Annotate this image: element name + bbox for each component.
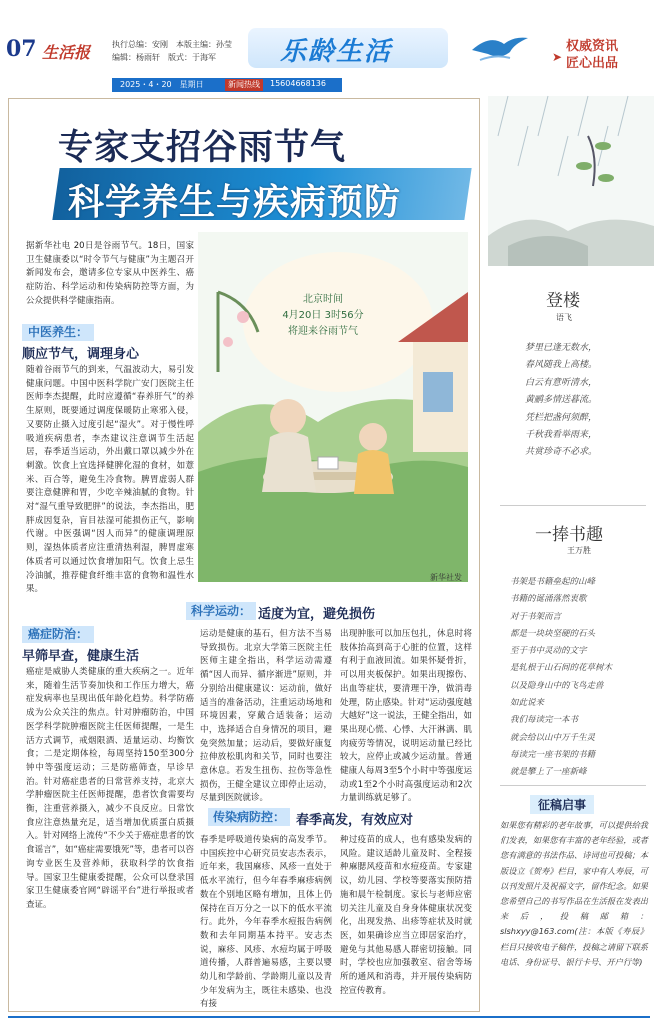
essay-line: 每读完一座书架的书籍	[510, 749, 596, 760]
essay-line: 如此说来	[510, 698, 545, 709]
slogan-line: 权威资讯	[566, 39, 619, 54]
essay-author: 王万胜	[567, 546, 591, 555]
article-intro: 据新华社电 20日是谷雨节气。18日，国家卫生健康委以“时令节气与健康”为主题召开新闻发布会，邀请多位专家从中医养生、癌症防治、科学运动和传染病防控等方面，为公众提供科学健康指南。	[26, 241, 194, 306]
essay-line: 以及隐身山中的飞鸟走兽	[510, 680, 604, 691]
caption-line: 将迎来谷雨节气	[288, 326, 358, 337]
poem-line: 共赏珍奇不必求。	[525, 447, 598, 458]
poem-line: 千秋我看举雨来，	[525, 430, 598, 441]
page-header	[0, 0, 657, 70]
section-text-sport-2: 出现肿胀可以加压包扎，休息时将肢体抬高到高于心脏的位置，这样有利于血液回流。如果怀疑骨折，可以用夹板保护。如果出现擦伤、出血等症状，要清理干净，做消毒处理，防止感染。针对“运动强度越大越好”这一说法，王健全指出，如果出现心慌、心悸、大汗淋漓、肌肉疲劳等情况，说明运动量已经比较大，应停止或减少运动量。普通健康人每周3至5个小时中等强度运动或1至2个小时高强度运动和2次力量训练就足够了。	[340, 629, 472, 804]
poem-author: 语飞	[556, 313, 572, 322]
page-number: 07	[6, 36, 37, 62]
poem-body	[525, 340, 597, 462]
section-text-infectious-2: 种过疫苗的成人，也有感染发病的风险。建议适龄儿童及时、全程接种麻腮风疫苗和水痘疫苗。专家建议，幼儿园、学校等要落实预防措施和晨午检制度。家长与老师应密切关注儿童及自身身体健康状况变化，出现发热、出疹等症状及时就医，如果确诊应当立即居家治疗，避免与其他易感人群密切接触。同时，学校也应加强教室、宿舍等场所的通风和消毒，并开展传染病防控宣传教育。	[340, 835, 472, 996]
poem-line: 白云有意听清水，	[525, 377, 598, 388]
essay-line: 我们每读完一本书	[510, 715, 579, 726]
essay-line: 至于书中灵动的文字	[510, 646, 587, 657]
essay-line: 是轧根于山石间的花草树木	[510, 663, 613, 674]
photo-credit: 新华社发	[430, 573, 462, 582]
essay-line: 都是一块块坚硬的石头	[510, 628, 596, 639]
staff-line: 执行总编：安刚 本版主编：孙莹	[112, 40, 232, 49]
poem-line: 黄鹂多情送暮流。	[525, 395, 598, 406]
section-subtitle-infectious: 春季高发，有效应对	[296, 813, 414, 828]
section-text-infectious-1: 春季是呼吸道传染病的高发季节。中国疾控中心研究员安志杰表示，近年来，我国麻疹、风疹一直处于低水平流行，但今年春季麻疹病例数在个别地区略有增加，且体上仍保持在百万分之一以下的低水平流行。此外，今年春季水痘报告病例数和去年同期基本持平。安志杰说，麻疹、风疹、水痘均属于呼吸道传播，人群普遍易感，主要以婴幼儿和学龄前、学龄期儿童以及青少年发病为主，既往未感染、也没有接	[200, 835, 332, 1010]
footer-rule	[8, 1016, 650, 1018]
section-tag-sport: 科学运动：	[186, 602, 256, 620]
section-text-sport-1: 运动是健康的基石，但方法不当易导致损伤。北京大学第三医院主任医师主建全指出，科学运动需遵循“因人而异、循序渐进”原则，并分别给出健康建议：运动前，做好适当的准备活动，注重运动场地和环境因素，穿戴合适装备；运动中，选择适合自身情况的项目，避免突然加量；运动后，要做好康复拉伸放松肌肉和关节，同时也要注意休息。若发生扭伤、拉伤等急性损伤，王健全建议立即停止运动，尽量到医院就诊。	[200, 629, 332, 804]
subheadline: 科学养生与疾病预防	[68, 182, 402, 223]
paper-name: 生活报	[42, 43, 91, 62]
staff-line: 编辑：杨雨轩 版式：于海军	[112, 53, 216, 62]
essay-line: 就是攀上了一座新峰	[510, 767, 587, 778]
hotline-number: 15604668136	[270, 79, 326, 88]
divider	[500, 785, 646, 786]
caption-line: 北京时间	[303, 294, 343, 305]
essay-body	[510, 574, 612, 782]
arrow-icon: ➤	[552, 50, 563, 64]
essay-title: 一捧书趣	[535, 525, 603, 545]
solicitation-text: 如果您有精彩的老年故事，可以提供给我们发表，如果您有丰富的老年经验，或者您有满意的书法作品、诗词也可投稿；本版设立《贺寿》栏目，家中有人寿辰，可以刊发照片及祝福文字，留作纪念。如果您希望自己的书写作品在生活报在发表出来后，投稿邮箱：slshxyy@163.com(注：本版《寿辰》栏目只接收电子稿件，投稿之请留下联系电话、身份证号、银行卡号、开户行等)	[500, 820, 648, 967]
hotline-label: 新闻热线	[225, 79, 263, 91]
section-text-tcm: 随着谷雨节气的到来，气温波动大，易引发健康问题。中国中医科学院广安门医院主任医师李杰提醒，此时应遵循“春养肝气”的养生原则，既要通过调度保暖防止寒邪入侵，又要防止摄入过度引起“湿火”。对于慢性呼吸道疾病患者，李杰建议注意调节生活起居，春季适当运动，外出戴口罩以减少外在刺激。饮食上宜选择健脾化湿的食材，如薏米、百合等，避免生冷食物。脾胃虚弱人群要注意健脾和胃，少吃辛辣油腻的食物。针对“湿气重导致肥胖”的说法，李杰指出，肥胖成因复杂，盲目祛湿可能损伤正气，影响代谢。中医强调“因人而异”的健康调理原则，湿热体质者应注重清热利湿，脾胃虚寒体质者可以通过饮食增加阳气。饮食上忌生冷油腻，推荐健食纤维丰富的食物和温性水果。	[26, 365, 194, 595]
slogan	[566, 38, 618, 72]
poem-line: 春风随我上高楼。	[525, 360, 598, 371]
essay-line: 对于书架而言	[510, 611, 562, 622]
swallow-icon	[470, 30, 530, 75]
caption-line: 4月20日 3时56分	[282, 310, 364, 321]
issue-date: 2025・4・20 星期日	[120, 80, 204, 89]
rain-illustration	[488, 96, 654, 266]
essay-line: 书架是书籍垒起的山峰	[510, 577, 596, 587]
slogan-line: 匠心出品	[566, 56, 619, 71]
solicitation-title: 征稿启事	[530, 795, 594, 814]
section-text-cancer: 癌症是威胁人类健康的重大疾病之一。近年来，随着生活节奏加快和工作压力增大，癌症发病率也呈现出低年龄化趋势。科学防癌成为公众关注的焦点。针对肿瘤防治，中国医学科学院肿瘤医院主任医师提醒，一是生活方式调节，戒烟限酒、适量运动、均衡饮食；二是定期体检，每周坚持150至300分钟中等强度运动；三是防癌筛查，早诊早治。针对癌症患者的日常营养支持，北京大学肿瘤医院主任医师提醒，患者饮食需要均衡，注重营养摄入，减少不良反应。日常饮食应注意热量充足，适当增加优质蛋白质摄入。针对网络上流传“不少关于癌症患者的饮食谣言”，如“癌症需要饿死”等，患者可以咨询专业医生及营养师，获取科学的饮食指导。国家卫生健康委提醒，公众可以登录国家卫生健康委官网“辟谣平台”进行举报或者查证。	[26, 667, 194, 910]
section-tag-infectious: 传染病防控：	[208, 808, 290, 826]
section-subtitle-cancer: 早筛早查，健康生活	[22, 649, 140, 664]
headline: 专家支招谷雨节气	[58, 127, 347, 168]
illustration	[198, 232, 468, 582]
section-tag-cancer: 癌症防治：	[22, 626, 94, 643]
section-subtitle-sport: 适度为宜，避免损伤	[258, 607, 376, 622]
section-tag-tcm: 中医养生：	[22, 324, 94, 341]
essay-line: 就会给以山中万千生灵	[510, 732, 596, 743]
poem-title: 登楼	[546, 291, 580, 311]
section-title: 乐龄生活	[280, 37, 393, 67]
divider	[500, 505, 646, 506]
essay-line: 书籍的诞涌落然衷歌	[510, 594, 587, 605]
section-subtitle-tcm: 顺应节气，调理身心	[22, 347, 140, 362]
illustration-caption	[258, 292, 388, 340]
poem-line: 凭栏把盏何须醉，	[525, 412, 598, 423]
poem-line: 梦里已逢无数水，	[525, 343, 598, 353]
staff-credits	[112, 38, 232, 64]
